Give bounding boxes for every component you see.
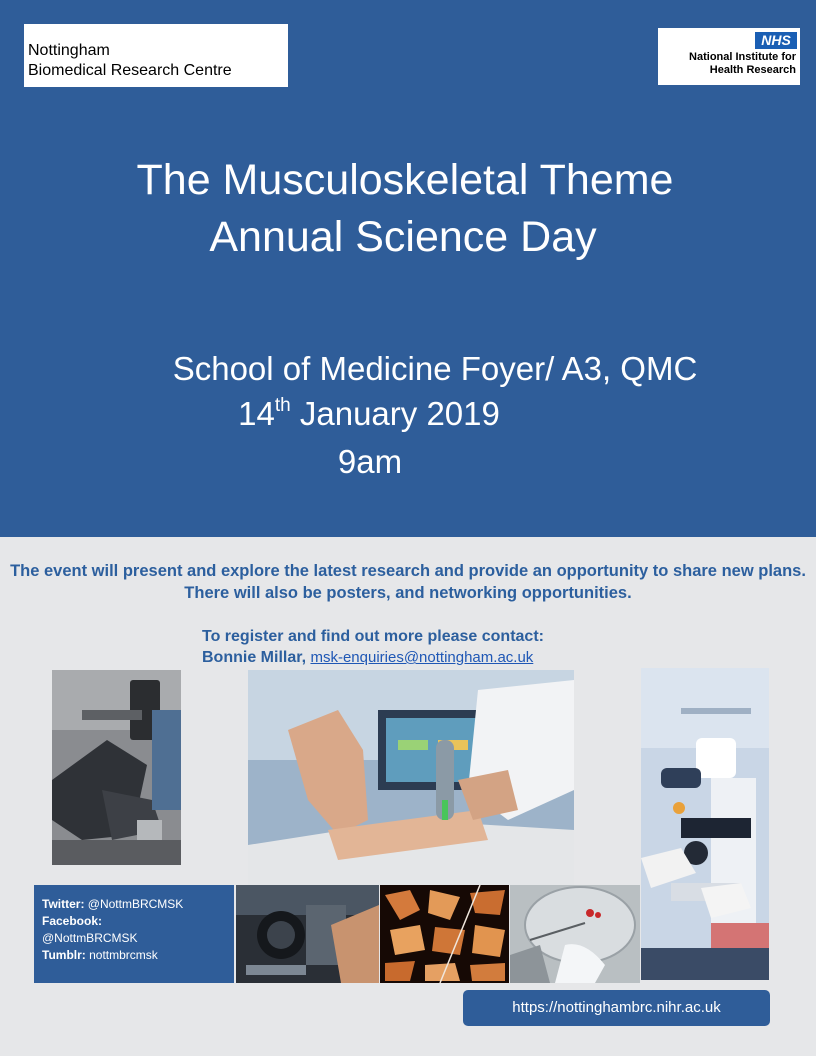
- date-day: 14: [238, 395, 275, 432]
- lab-equipment-photo: [236, 885, 379, 983]
- nihr-text: [656, 51, 796, 77]
- event-venue: School of Medicine Foyer/ A3, QMC: [172, 350, 698, 387]
- nihr-line1: National Institute for: [689, 51, 796, 63]
- contact-email-link[interactable]: msk-enquiries@nottingham.ac.uk: [310, 649, 534, 666]
- nottingham-brc-logo: [24, 24, 288, 87]
- facebook-label: Facebook:: [42, 914, 103, 928]
- event-title-line1: The Musculoskeletal Theme: [136, 156, 674, 204]
- contact-line: [202, 648, 533, 668]
- date-suffix: th: [274, 395, 291, 416]
- rehab-exercise-photo: [52, 670, 181, 865]
- date-month-year: January 2019: [290, 395, 500, 432]
- nihr-logo: [658, 28, 800, 85]
- event-title-line2: Annual Science Day: [209, 213, 597, 261]
- social-tumblr[interactable]: [42, 947, 234, 964]
- tumblr-label: Tumblr:: [42, 948, 86, 962]
- contact-name: Bonnie Millar,: [202, 649, 311, 666]
- social-twitter[interactable]: [42, 896, 234, 913]
- event-date: [0, 394, 804, 434]
- social-facebook-label: [42, 913, 234, 930]
- event-time: 9am: [337, 443, 403, 480]
- nhs-badge: NHS: [755, 32, 797, 49]
- social-links-box: [34, 885, 234, 983]
- brc-logo-line2: Biomedical Research Centre: [28, 62, 232, 79]
- website-url-link[interactable]: https://nottinghambrc.nihr.ac.uk: [463, 990, 770, 1026]
- tissue-micrograph-photo: [380, 885, 509, 983]
- tumblr-handle: nottmbrcmsk: [85, 948, 158, 962]
- microscope-photo: [641, 668, 769, 980]
- petri-dish-photo: [510, 885, 640, 983]
- ultrasound-photo: [248, 670, 574, 885]
- brc-logo-line1: Nottingham: [28, 42, 110, 59]
- twitter-label: Twitter:: [42, 897, 85, 911]
- social-facebook-handle[interactable]: @NottmBRCMSK: [42, 931, 138, 945]
- contact-heading: To register and find out more please contact:: [202, 628, 544, 645]
- event-description: The event will present and explore the latest research and provide an opportunity to share new plans. There will also be posters, and networking opportunities.: [10, 562, 806, 602]
- twitter-handle: @NottmBRCMSK: [84, 897, 184, 911]
- nihr-line2: Health Research: [709, 64, 796, 76]
